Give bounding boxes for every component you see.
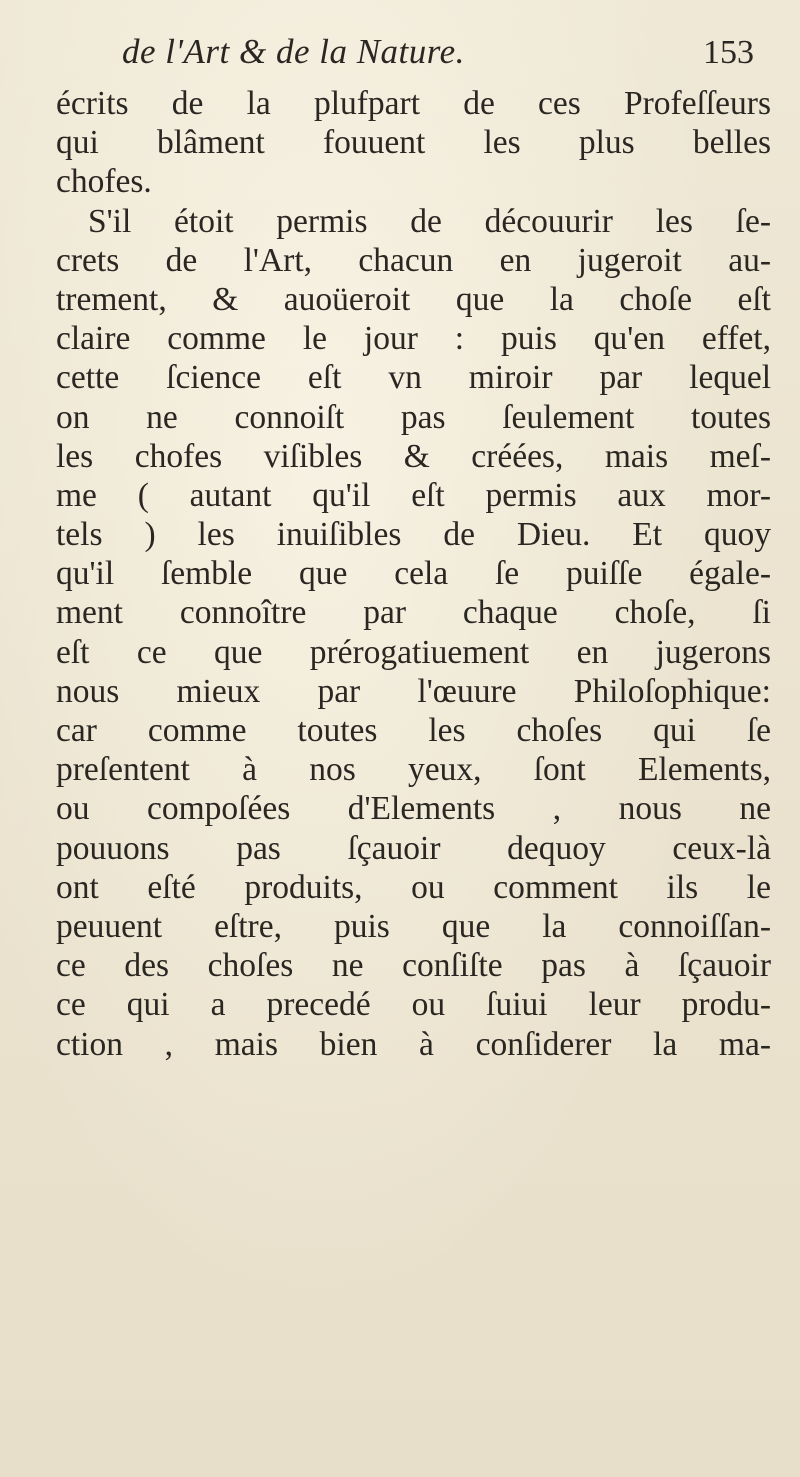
text-line: trement, & auoüeroit que la choſe eſt	[56, 280, 771, 318]
text-line: me ( autant qu'il eſt permis aux mor-	[56, 476, 771, 514]
page-number: 153	[703, 34, 754, 71]
text-line: ou compoſées d'Elements , nous ne	[56, 790, 771, 828]
text-line: écrits de la plufpart de ces Profeſſeurs	[56, 85, 771, 122]
text-line: ce qui a precedé ou ſuiui leur produ-	[56, 986, 771, 1024]
text-line: ce des choſes ne conſiſte pas à ſçauoir	[56, 947, 771, 985]
text-line: chofes.	[56, 163, 152, 201]
text-line: crets de l'Art, chacun en jugeroit au-	[56, 241, 771, 279]
running-title: de l'Art & de la Nature.	[122, 32, 465, 71]
text-line: car comme toutes les choſes qui ſe	[56, 712, 771, 749]
text-line: S'il étoit permis de découurir les ſe-	[88, 202, 771, 240]
text-line: peuuent eſtre, puis que la connoiſſan-	[56, 907, 771, 945]
text-line: ment connoître par chaque choſe, ſi	[56, 594, 771, 632]
text-line: tels ) les inuiſibles de Dieu. Et quoy	[56, 516, 771, 554]
text-line: pouuons pas ſçauoir dequoy ceux-là	[56, 829, 771, 867]
text-line: nous mieux par l'œuure Philoſophique:	[56, 672, 771, 710]
text-line: eſt ce que prérogatiuement en jugerons	[56, 633, 771, 671]
text-line: cette ſcience eſt vn miroir par lequel	[56, 359, 771, 397]
page-header	[40, 14, 780, 84]
text-line: les chofes viſibles & créées, mais meſ-	[56, 437, 771, 475]
text-line: preſentent à nos yeux, ſont Elements,	[56, 751, 771, 789]
text-line: qu'il ſemble que cela ſe puiſſe égale-	[56, 555, 771, 593]
text-line: qui blâment fouuent les plus belles	[56, 124, 771, 162]
text-line: on ne connoiſt pas ſeulement toutes	[56, 398, 771, 436]
text-line: claire comme le jour : puis qu'en effet,	[56, 320, 771, 358]
body-text	[56, 84, 771, 1064]
text-line: ont eſté produits, ou comment ils le	[56, 868, 771, 906]
text-line: ction , mais bien à conſiderer la ma-	[56, 1025, 771, 1063]
